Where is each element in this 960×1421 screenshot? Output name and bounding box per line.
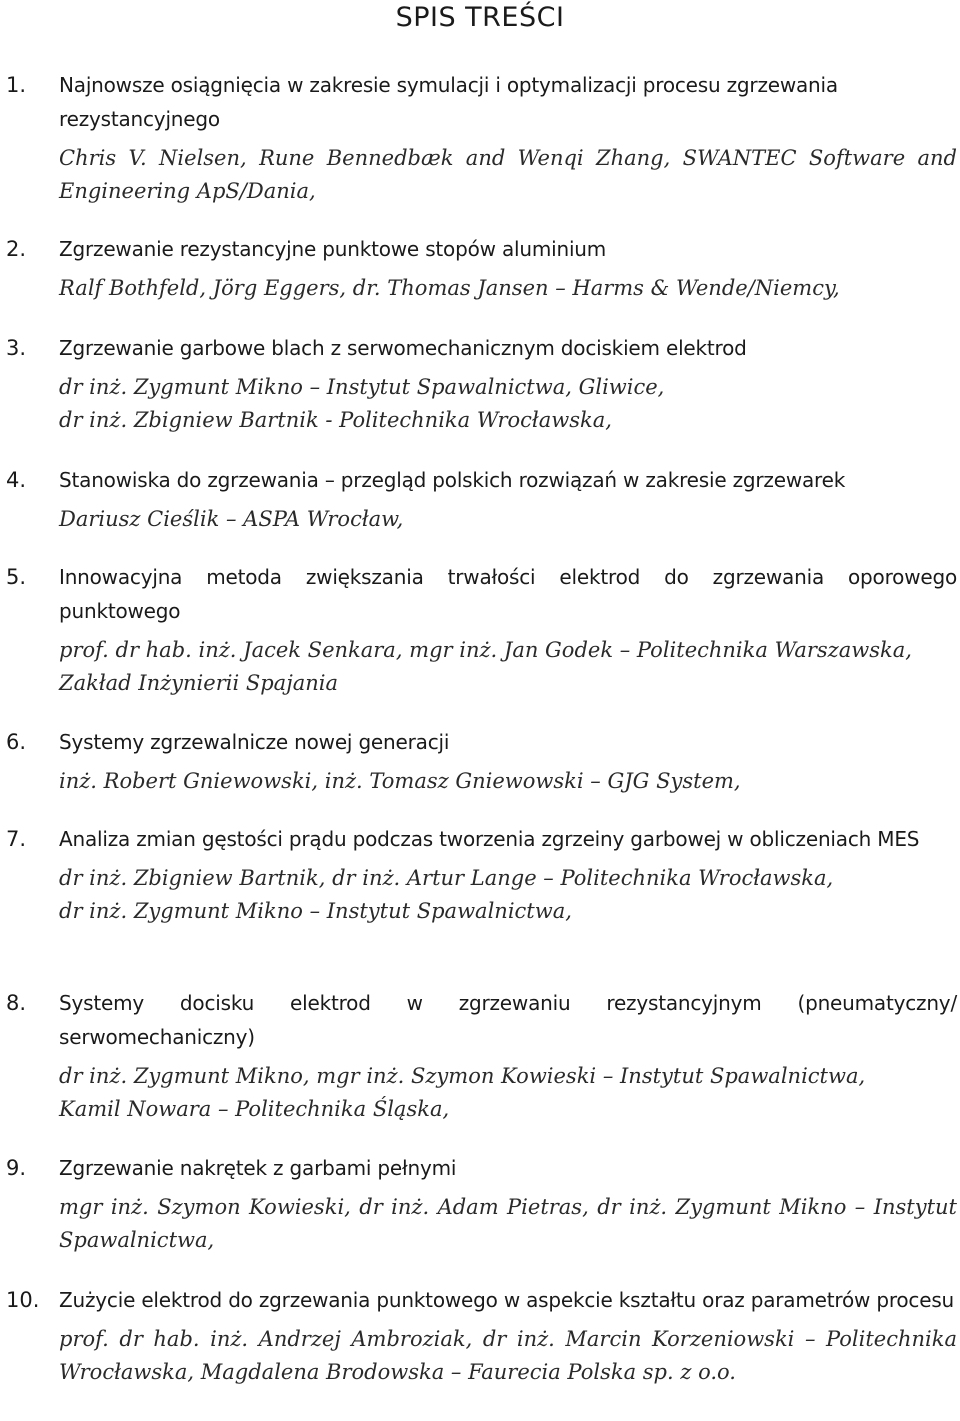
- entry-authors: dr inż. Zbigniew Bartnik - Politechnika Wrocławska,: [59, 408, 612, 432]
- toc-entry-2: [0, 232, 960, 305]
- entry-number: 2.: [6, 237, 27, 261]
- entry-title: Stanowiska do zgrzewania – przegląd polskich rozwiązań w zakresie zgrzewarek: [59, 468, 846, 492]
- toc-entry-6: [0, 725, 960, 798]
- entry-title: Innowacyjna metoda zwiększania trwałości elektrod do zgrzewania oporowego punktowego: [59, 565, 957, 623]
- entry-authors: dr inż. Zygmunt Mikno – Instytut Spawalnictwa, Gliwice,: [59, 375, 665, 399]
- entry-title: Systemy zgrzewalnicze nowej generacji: [59, 730, 450, 754]
- entry-title: Systemy docisku elektrod w zgrzewaniu rezystancyjnym (pneumatyczny/ serwomechaniczny): [59, 991, 957, 1049]
- entry-number: 3.: [6, 336, 27, 360]
- entry-title: Zgrzewanie nakrętek z garbami pełnymi: [59, 1156, 457, 1180]
- entry-authors: Kamil Nowara – Politechnika Śląska,: [59, 1097, 450, 1121]
- entry-authors: dr inż. Zygmunt Mikno, mgr inż. Szymon Kowieski – Instytut Spawalnictwa,: [59, 1064, 866, 1088]
- toc-entry-3: [0, 331, 960, 437]
- entry-authors: inż. Robert Gniewowski, inż. Tomasz Gniewowski – GJG System,: [59, 769, 741, 793]
- entry-title: Najnowsze osiągnięcia w zakresie symulacji i optymalizacji procesu zgrzewania rezystancyjnego: [59, 73, 838, 131]
- entry-title: Analiza zmian gęstości prądu podczas tworzenia zgrzeiny garbowej w obliczeniach MES: [59, 827, 920, 851]
- entry-authors: Dariusz Cieślik – ASPA Wrocław,: [59, 507, 404, 531]
- toc-entry-1: [0, 68, 960, 208]
- entry-authors: prof. dr hab. inż. Andrzej Ambroziak, dr inż. Marcin Korzeniowski – Politechnika Wrocławska, Magdalena Brodowska – Faurecia Polska sp. z o.o.: [59, 1327, 957, 1384]
- entry-authors: dr inż. Zygmunt Mikno – Instytut Spawalnictwa,: [59, 899, 572, 923]
- entry-number: 6.: [6, 730, 27, 754]
- entry-number: 8.: [6, 991, 27, 1015]
- toc-entry-10: [0, 1283, 960, 1389]
- toc-entry-8: [0, 986, 960, 1126]
- toc-entry-9: [0, 1151, 960, 1257]
- toc-entry-5: [0, 560, 960, 700]
- entry-number: 7.: [6, 827, 27, 851]
- entry-title: Zużycie elektrod do zgrzewania punktowego w aspekcie kształtu oraz parametrów procesu: [59, 1288, 955, 1312]
- entry-number: 9.: [6, 1156, 27, 1180]
- entry-number: 1.: [6, 73, 27, 97]
- toc-entry-7: [0, 822, 960, 928]
- page-title: SPIS TREŚCI: [395, 2, 565, 33]
- entry-number: 10.: [6, 1288, 40, 1312]
- entry-authors: dr inż. Zbigniew Bartnik, dr inż. Artur Lange – Politechnika Wrocławska,: [59, 866, 834, 890]
- entry-title: Zgrzewanie rezystancyjne punktowe stopów aluminium: [59, 237, 607, 261]
- entry-authors: mgr inż. Szymon Kowieski, dr inż. Adam Pietras, dr inż. Zygmunt Mikno – Instytut Spawalnictwa,: [59, 1195, 957, 1252]
- entry-number: 5.: [6, 565, 27, 589]
- entry-authors: Chris V. Nielsen, Rune Bennedbæk and Wenqi Zhang, SWANTEC Software and Engineering ApS/Dania,: [59, 146, 957, 203]
- entry-title: Zgrzewanie garbowe blach z serwomechanicznym dociskiem elektrod: [59, 336, 747, 360]
- entry-authors: prof. dr hab. inż. Jacek Senkara, mgr inż. Jan Godek – Politechnika Warszawska, Zakład Inżynierii Spajania: [59, 638, 912, 695]
- entry-number: 4.: [6, 468, 27, 492]
- entry-authors: Ralf Bothfeld, Jörg Eggers, dr. Thomas Jansen – Harms & Wende/Niemcy,: [59, 276, 840, 300]
- toc-entry-4: [0, 463, 960, 536]
